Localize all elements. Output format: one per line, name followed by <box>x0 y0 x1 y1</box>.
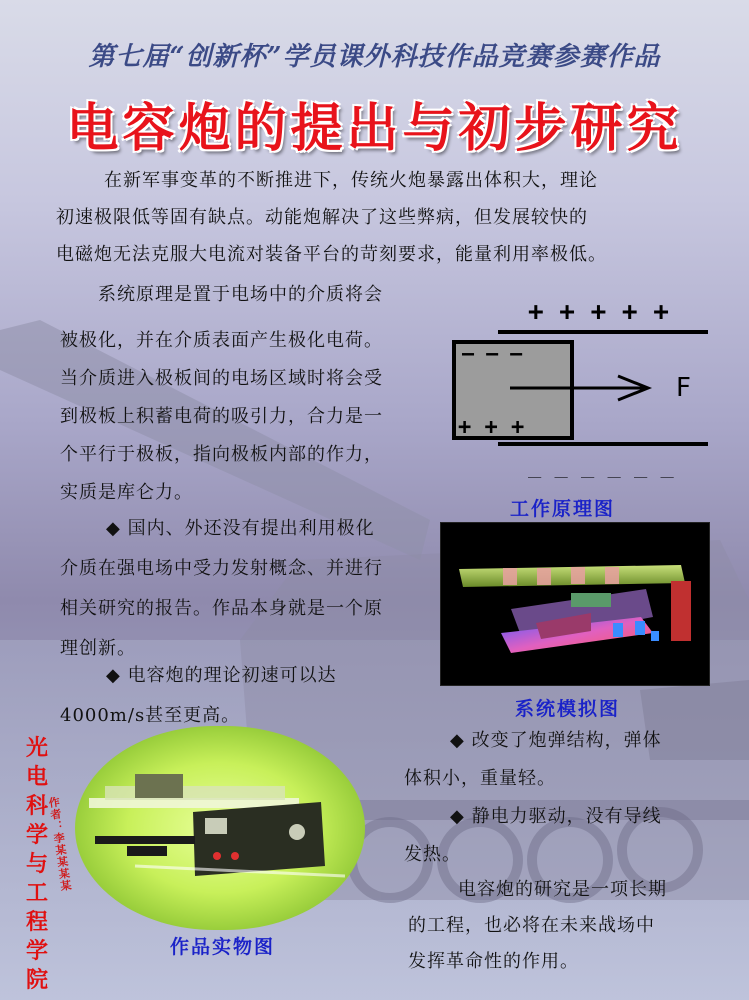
principle-line: 当介质进入极板间的电场区域时将会受 <box>60 368 383 389</box>
principle-line: 系统原理是置于电场中的介质将会 <box>98 284 383 305</box>
principle-line: 到极板上积蓄电荷的吸引力，合力是一 <box>60 406 383 427</box>
intro-line: 初速极限低等固有缺点。动能炮解决了这些弊病，但发展较快的 <box>56 207 588 228</box>
bullet-line: 相关研究的报告。作品本身就是一个原 <box>60 598 383 619</box>
competition-header: 第七届“创新杯”学员课外科技作品竞赛参赛作品 <box>88 42 661 72</box>
conclusion-line: 电容炮的研究是一项长期 <box>458 879 667 900</box>
conclusion-line: 的工程，也必将在未来战场中 <box>408 915 655 936</box>
principle-line: 实质是库仑力。 <box>60 482 193 503</box>
bullet-structure <box>404 722 724 798</box>
principle-paragraph <box>60 276 440 512</box>
bullet-line: 体积小，重量轻。 <box>404 768 556 789</box>
bullet-line: ◆ 静电力驱动，没有导线 <box>450 806 662 827</box>
bullet-line: ◆ 电容炮的理论初速可以达 <box>106 665 337 686</box>
principle-line: 被极化，并在介质表面产生极化电荷。 <box>60 330 383 351</box>
product-photo <box>75 726 365 930</box>
college-name: 光电科学与工程学院 <box>25 736 48 993</box>
product-photo-caption: 作品实物图 <box>170 936 276 958</box>
bullet-velocity <box>60 656 440 736</box>
bullet-innovation <box>60 509 440 669</box>
system-simulation-caption: 系统模拟图 <box>515 698 621 720</box>
author-credit: 作者：李某某某某 <box>46 795 73 893</box>
working-principle-caption: 工作原理图 <box>510 498 616 520</box>
bullet-line: 发热。 <box>404 844 461 865</box>
plate-charge-positive: + + + + + <box>528 298 669 327</box>
top-plate <box>498 330 708 334</box>
plate-charge-negative: _ _ _ _ _ _ <box>528 455 674 478</box>
bottom-plate <box>498 442 708 446</box>
intro-line: 在新军事变革的不断推进下，传统火炮暴露出体积大，理论 <box>104 170 598 191</box>
bullet-line: 4000m/s甚至更高。 <box>60 705 241 726</box>
force-label: F <box>676 373 691 403</box>
bullet-line: 理创新。 <box>60 638 136 659</box>
dielectric-charge-negative: — — — <box>462 341 523 365</box>
intro-line: 电磁炮无法克服大电流对装备平台的苛刻要求，能量利用率极低。 <box>56 244 607 265</box>
bullet-line: 介质在强电场中受力发射概念、并进行 <box>60 558 383 579</box>
conclusion-paragraph <box>408 872 728 980</box>
working-principle-diagram <box>448 298 716 478</box>
bullet-line: ◆ 改变了炮弹结构，弹体 <box>450 730 662 751</box>
simulation-render <box>441 523 709 685</box>
intro-paragraph <box>56 162 716 273</box>
product-device-render <box>75 726 365 930</box>
conclusion-line: 发挥革命性的作用。 <box>408 951 579 972</box>
system-simulation-image <box>441 523 709 685</box>
dielectric-charge-positive: + + + <box>458 415 525 440</box>
principle-line: 个平行于极板，指向极板内部的作力， <box>60 444 383 465</box>
poster-title: 电容炮的提出与初步研究 <box>66 99 683 159</box>
bullet-electrostatic <box>404 798 724 874</box>
bullet-line: ◆ 国内、外还没有提出利用极化 <box>106 518 375 539</box>
